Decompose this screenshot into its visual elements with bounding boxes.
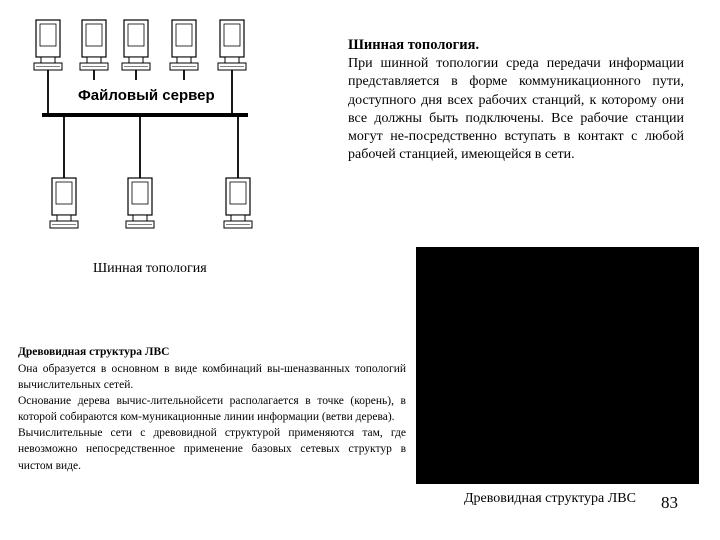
workstation-icon (218, 20, 246, 70)
tree-structure-text (18, 361, 406, 474)
bus-diagram-caption: Шинная топология (93, 261, 207, 276)
tree-paragraph: Она образуется в основном в виде комбинаций вы-шеназванных топологий вычислительных сетей. (18, 363, 406, 392)
workstation-icon (126, 178, 154, 228)
workstation-icon (224, 178, 252, 228)
bus-topology-text: При шинной топологии среда передачи информации представляется в форме коммуникационного пути, доступного дня всех рабочих станций, к которому они все должны быть подключены. Все рабочие станции могут не-посредственно вступать в контакт с любой рабочей станцией, имеющейся в сети. (348, 56, 684, 163)
server-label: Файловый сервер (78, 87, 215, 104)
tree-diagram-image (416, 247, 699, 484)
bus-topology-title: Шинная топология. (348, 37, 480, 53)
workstation-icon (122, 20, 150, 70)
bus-topology-diagram (0, 0, 330, 260)
workstation-icon (80, 20, 108, 70)
page-number: 83 (661, 493, 678, 512)
tree-structure-title: Древовидная структура ЛВС (18, 346, 170, 358)
tree-paragraph: Вычислительные сети с древовидной структурой применяются там, где невозможно непосредственное применение базовых сетевых структур в чистом виде. (18, 427, 406, 472)
workstation-icon (170, 20, 198, 70)
tree-paragraph: Основание дерева вычис-лительнойсети располагается в точке (корень), в которой собираются ком-муникационные линии информации (ветви дерева). (18, 395, 406, 424)
workstation-icon (34, 20, 62, 70)
tree-diagram-caption: Древовидная структура ЛВС (464, 491, 636, 506)
workstation-icon (50, 178, 78, 228)
